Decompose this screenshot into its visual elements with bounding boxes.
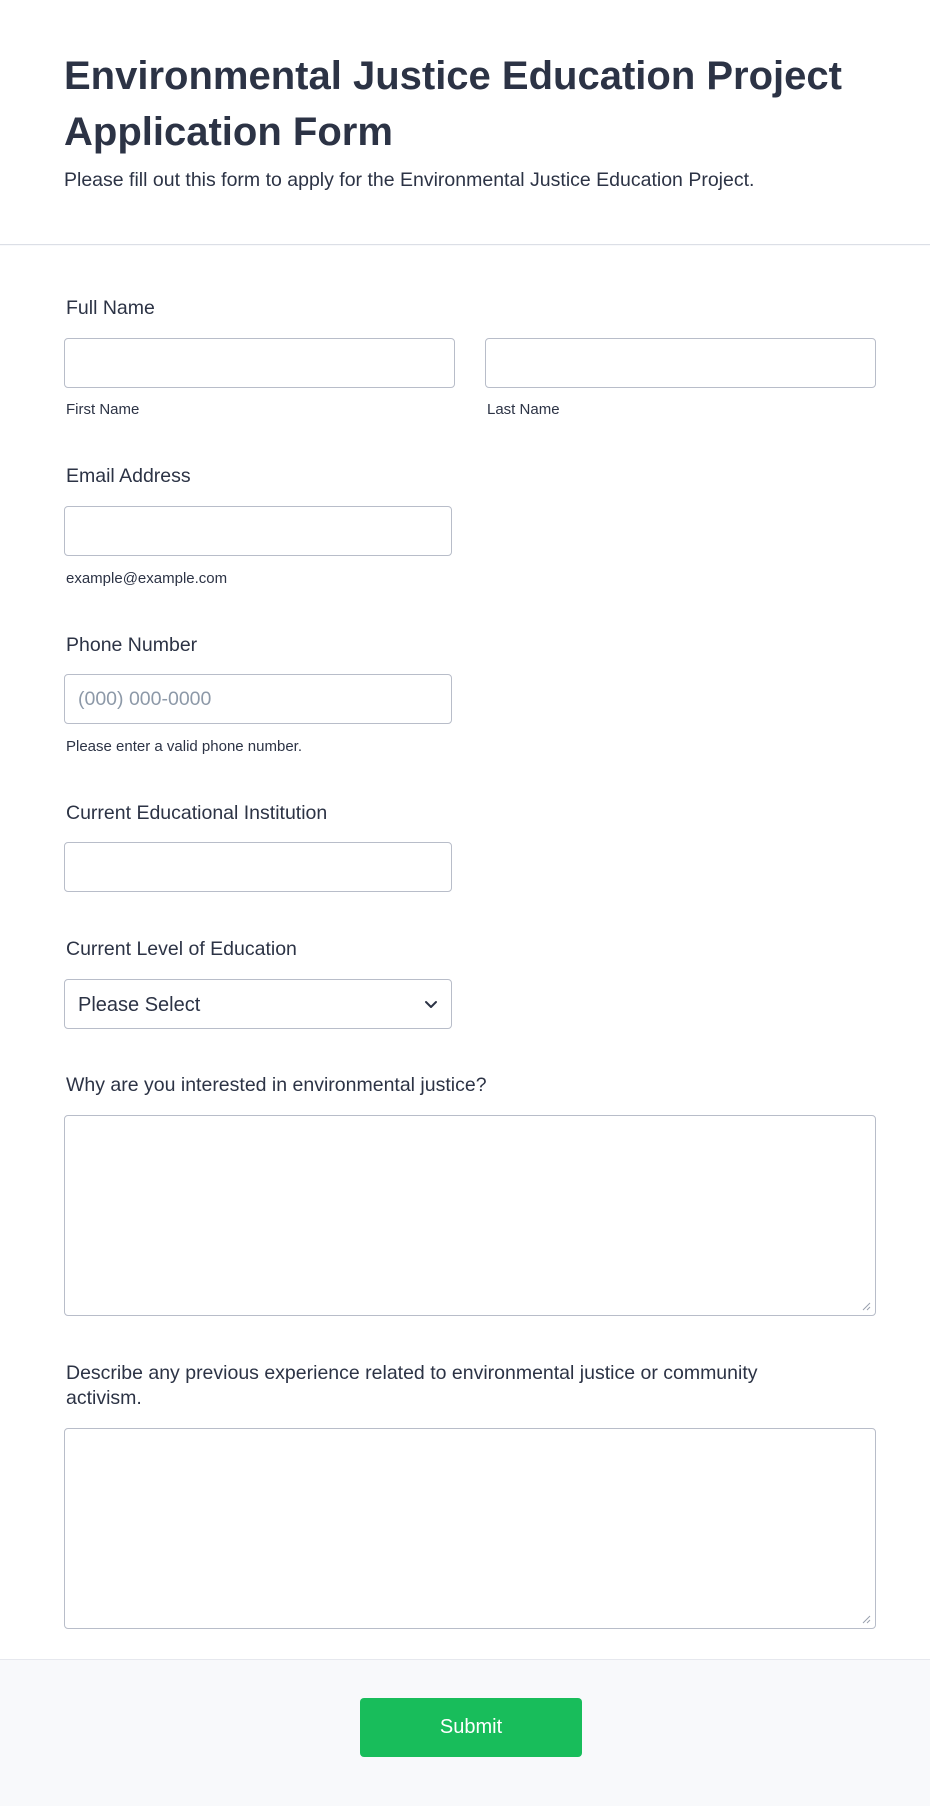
- email-label: Email Address: [66, 465, 191, 487]
- first-name-sublabel: First Name: [66, 401, 140, 418]
- last-name-input[interactable]: [485, 338, 876, 388]
- education-level-label: Current Level of Education: [66, 938, 297, 960]
- phone-input[interactable]: [64, 674, 452, 724]
- chevron-down-icon: [421, 994, 441, 1014]
- education-level-select[interactable]: [64, 979, 452, 1029]
- submit-button[interactable]: Submit: [360, 1698, 582, 1757]
- education-level-selected: Please Select: [78, 994, 201, 1016]
- institution-label: Current Educational Institution: [66, 802, 328, 824]
- phone-sublabel: Please enter a valid phone number.: [66, 738, 302, 755]
- form-header: [0, 0, 930, 245]
- phone-label: Phone Number: [66, 634, 198, 656]
- resize-grip-icon[interactable]: [861, 1301, 871, 1311]
- email-field[interactable]: [64, 506, 452, 556]
- resize-grip-icon[interactable]: [861, 1614, 871, 1624]
- interest-label: Why are you interested in environmental justice?: [66, 1074, 487, 1096]
- email-sublabel: example@example.com: [66, 570, 228, 587]
- form-footer: [0, 1659, 930, 1806]
- form-title: Environmental Justice Education Project Application Form: [64, 54, 842, 154]
- institution-input[interactable]: [64, 842, 452, 892]
- experience-label-line2: activism.: [66, 1387, 142, 1409]
- form-subtitle: Please fill out this form to apply for the Environmental Justice Education Project.: [64, 169, 755, 191]
- full-name-label: Full Name: [66, 297, 155, 319]
- interest-textarea[interactable]: [64, 1115, 876, 1316]
- experience-textarea[interactable]: [64, 1428, 876, 1629]
- experience-label: [66, 1361, 758, 1411]
- first-name-input[interactable]: [64, 338, 455, 388]
- last-name-sublabel: Last Name: [487, 401, 560, 418]
- experience-label-line1: Describe any previous experience related to environmental justice or community: [66, 1362, 758, 1384]
